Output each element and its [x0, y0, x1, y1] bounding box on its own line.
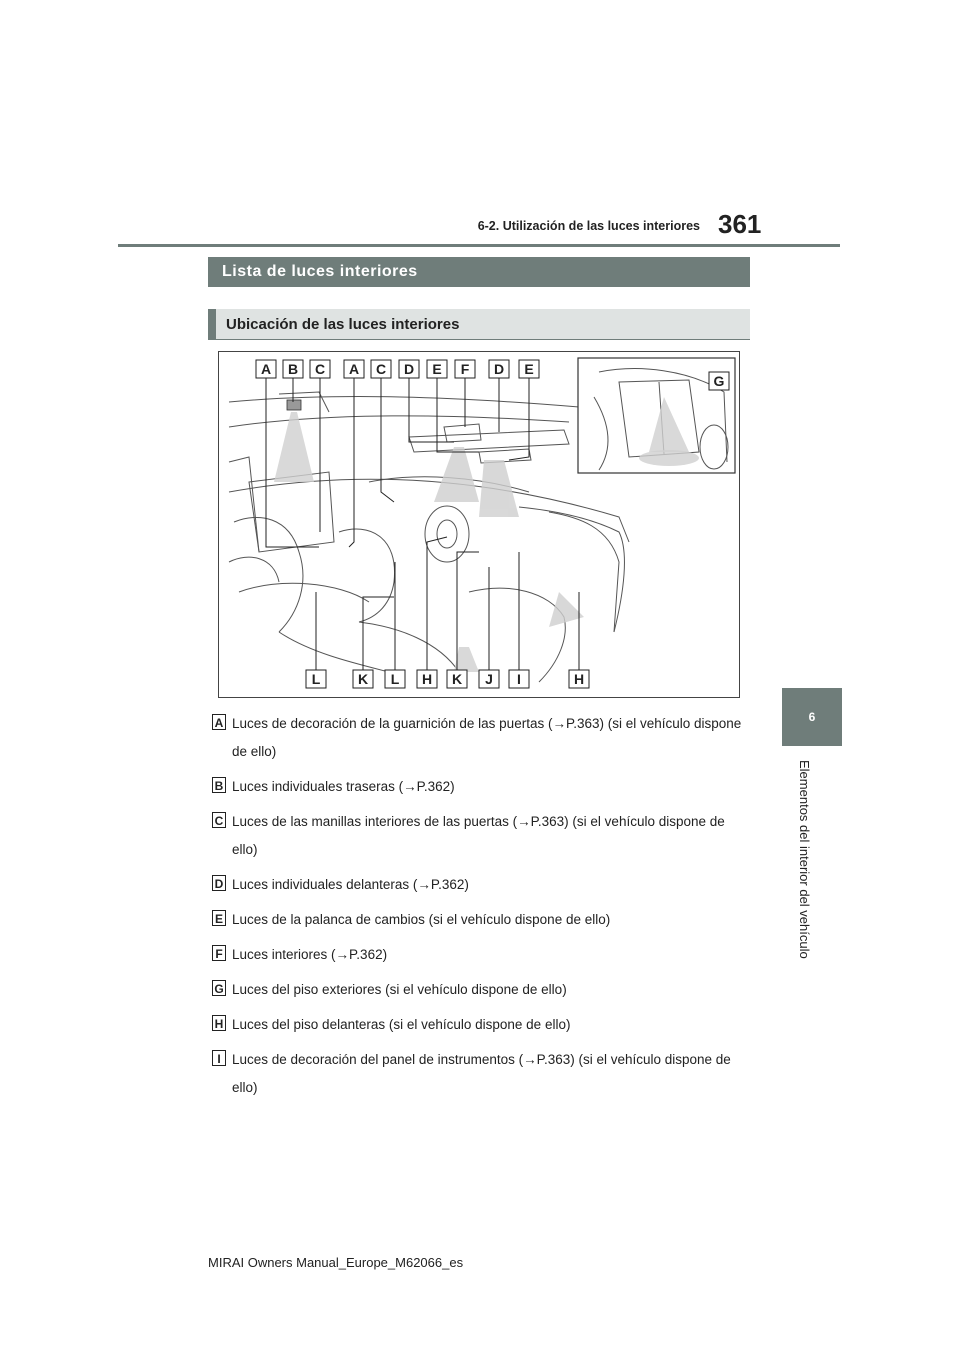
- rear-lamp-shape: [287, 400, 301, 410]
- svg-text:I: I: [517, 671, 521, 687]
- figure-label-G: [709, 372, 729, 390]
- item-letter: B: [212, 777, 226, 793]
- item-letter: D: [212, 875, 226, 891]
- list-item: [212, 906, 752, 934]
- item-text: Luces de las manillas interiores de las puertas (→P.363) (si el vehículo dispone de ello): [232, 814, 725, 857]
- section-banner: [208, 257, 750, 287]
- figure-label-F: [455, 360, 475, 378]
- item-letter: E: [212, 910, 226, 926]
- svg-text:A: A: [348, 361, 360, 377]
- list-item: [212, 1011, 752, 1039]
- list-item: [212, 941, 752, 969]
- figure-label-L2: [385, 670, 405, 688]
- item-text: Luces del piso exteriores (si el vehículo dispone de ello): [232, 982, 567, 997]
- chapter-number: 6: [808, 710, 816, 724]
- figure-label-H1: [417, 670, 437, 688]
- svg-text:G: G: [713, 373, 725, 389]
- banner-title: Lista de luces interiores: [222, 263, 418, 280]
- car-interior-illustration: [219, 352, 739, 697]
- list-item: [212, 976, 752, 1004]
- svg-text:H: H: [421, 671, 433, 687]
- item-text: Luces interiores (→P.362): [232, 947, 388, 962]
- item-text: Luces de decoración del panel de instrumentos (→P.363) (si el vehículo dispone de ello): [232, 1052, 731, 1095]
- item-letter: H: [212, 1015, 226, 1031]
- interior-lights-figure: [218, 351, 740, 698]
- figure-label-E1: [427, 360, 447, 378]
- svg-text:B: B: [287, 361, 299, 377]
- svg-text:E: E: [524, 361, 534, 377]
- list-item: [212, 1046, 752, 1102]
- item-text: Luces de decoración de la guarnición de las puertas (→P.363) (si el vehículo dispone de ello): [232, 716, 742, 759]
- svg-text:K: K: [357, 671, 369, 687]
- list-item: [212, 773, 752, 801]
- subheading: [208, 309, 750, 339]
- svg-text:D: D: [403, 361, 415, 377]
- svg-text:C: C: [314, 361, 326, 377]
- figure-label-A2: [344, 360, 364, 378]
- item-text: Luces individuales traseras (→P.362): [232, 779, 455, 794]
- subheading-rule: [208, 339, 750, 340]
- section-header: 6-2. Utilización de las luces interiores: [477, 219, 700, 233]
- figure-label-A1: [256, 360, 276, 378]
- figure-label-E2: [519, 360, 539, 378]
- svg-text:J: J: [485, 671, 493, 687]
- item-letter: G: [212, 980, 226, 996]
- figure-label-I: [509, 670, 529, 688]
- page-number: 361: [718, 209, 762, 239]
- figure-label-J: [479, 670, 499, 688]
- figure-label-C2: [371, 360, 391, 378]
- list-item: [212, 871, 752, 899]
- svg-text:F: F: [460, 361, 470, 377]
- svg-text:L: L: [390, 671, 400, 687]
- svg-text:K: K: [451, 671, 463, 687]
- figure-label-D2: [489, 360, 509, 378]
- svg-text:D: D: [493, 361, 505, 377]
- item-letter: I: [212, 1050, 226, 1066]
- item-letter: C: [212, 812, 226, 828]
- lights-list: [212, 710, 752, 1102]
- item-text: Luces de la palanca de cambios (si el vehículo dispone de ello): [232, 912, 611, 927]
- figure-label-D1: [399, 360, 419, 378]
- svg-text:H: H: [573, 671, 585, 687]
- list-item: [212, 710, 752, 766]
- svg-text:E: E: [432, 361, 442, 377]
- item-text: Luces del piso delanteras (si el vehículo dispone de ello): [232, 1017, 571, 1032]
- svg-text:C: C: [375, 361, 387, 377]
- item-letter: A: [212, 714, 226, 730]
- chapter-tab[interactable]: [782, 688, 842, 746]
- list-item: [212, 808, 752, 864]
- footer-manual-id: MIRAI Owners Manual_Europe_M62066_es: [208, 1255, 464, 1270]
- svg-text:A: A: [260, 361, 272, 377]
- figure-label-L1: [306, 670, 326, 688]
- svg-text:L: L: [311, 671, 321, 687]
- header-rule: [118, 244, 840, 247]
- subheading-text: Ubicación de las luces interiores: [226, 315, 460, 333]
- figure-label-H2: [569, 670, 589, 688]
- chapter-title: Elementos del interior del vehículo: [797, 760, 812, 959]
- item-text: Luces individuales delanteras (→P.362): [232, 877, 469, 892]
- item-letter: F: [212, 945, 226, 961]
- figure-label-C1: [310, 360, 330, 378]
- figure-label-B: [283, 360, 303, 378]
- figure-label-K1: [353, 670, 373, 688]
- figure-label-K2: [447, 670, 467, 688]
